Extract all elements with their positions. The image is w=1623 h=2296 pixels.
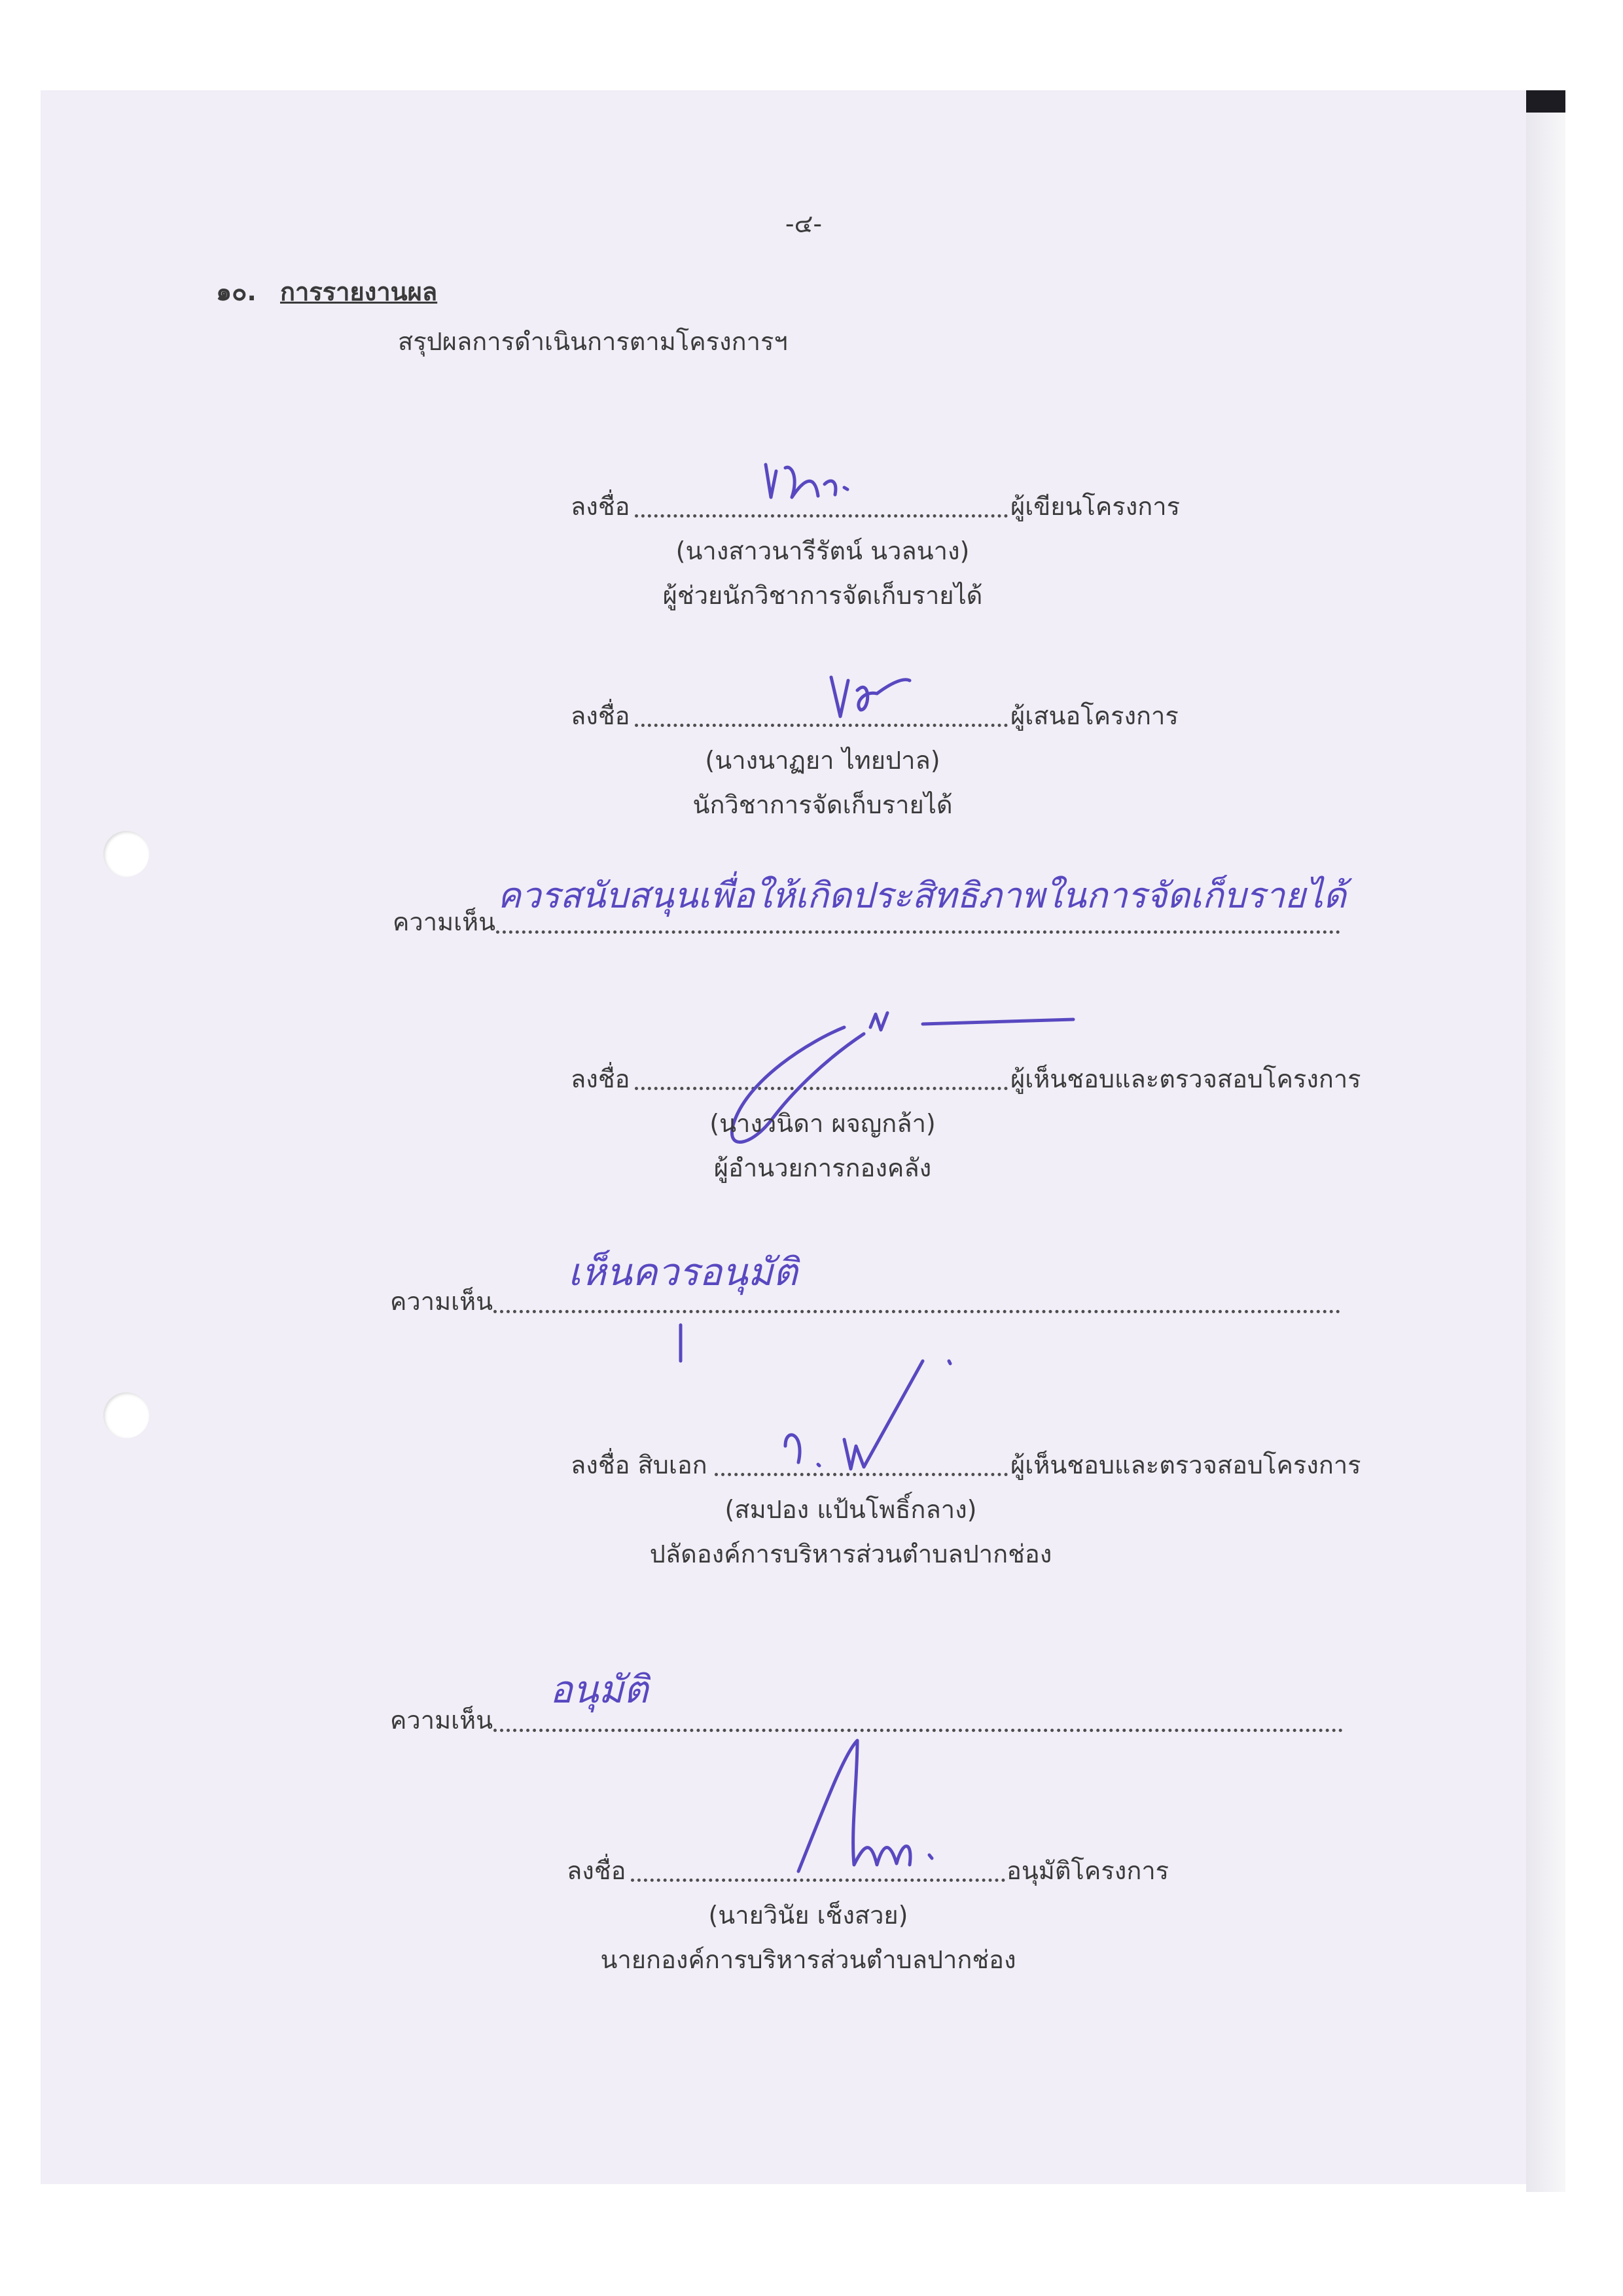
handwritten-signature: [772, 1727, 969, 1891]
signer-position: ผู้อำนวยการกองคลัง: [713, 1154, 932, 1182]
sign-label: ลงชื่อ สิบเอก: [571, 1451, 707, 1479]
opinion-label: ความเห็น: [390, 1706, 493, 1735]
scan-border: [1526, 90, 1565, 113]
signer-role: ผู้เขียนโครงการ: [1010, 492, 1181, 521]
punch-hole-bottom: [103, 1392, 149, 1438]
signer-position: ปลัดองค์การบริหารส่วนตำบลปากช่อง: [649, 1540, 1052, 1568]
signer-role: ผู้เห็นชอบและตรวจสอบโครงการ: [1010, 1065, 1361, 1093]
sign-label: ลงชื่อ: [567, 1856, 626, 1885]
signer-name: (นางสาวนารีรัตน์ นวลนาง): [675, 537, 970, 565]
signer-name: (นายวินัย เช็งสวย): [708, 1901, 908, 1930]
opinion-line: [496, 930, 1340, 934]
signer-position: นายกองค์การบริหารส่วนตำบลปากช่อง: [600, 1945, 1016, 1974]
handwritten-signature: [753, 451, 870, 523]
opinion-label: ความเห็น: [390, 1287, 493, 1316]
section-number: ๑๐.: [216, 277, 257, 306]
punch-hole-top: [103, 831, 149, 877]
opinion-line: [493, 1310, 1340, 1313]
signer-position: ผู้ช่วยนักวิชาการจัดเก็บรายได้: [662, 581, 983, 610]
signer-name: (นางวนิดา ผจญกล้า): [709, 1109, 936, 1138]
handwritten-signature: [772, 1348, 969, 1485]
signer-role: ผู้เสนอโครงการ: [1010, 701, 1179, 730]
opinion-label: ความเห็น: [393, 908, 496, 936]
page-number: -๔-: [785, 209, 823, 238]
section-title: การรายงานผล: [280, 277, 438, 306]
sign-label: ลงชื่อ: [571, 1065, 630, 1093]
handwritten-opinion: เห็นควรอนุมัติ: [568, 1250, 798, 1294]
signer-role: อนุมัติโครงการ: [1007, 1856, 1169, 1885]
sign-label: ลงชื่อ: [571, 492, 630, 521]
handwritten-opinion: อนุมัติ: [550, 1667, 649, 1712]
signer-name: (สมปอง แป้นโพธิ์กลาง): [724, 1495, 977, 1524]
sign-label: ลงชื่อ: [571, 701, 630, 730]
signer-position: นักวิชาการจัดเก็บรายได้: [692, 790, 953, 819]
signer-role: ผู้เห็นชอบและตรวจสอบโครงการ: [1010, 1451, 1361, 1479]
handwritten-signature: [825, 664, 929, 730]
signature-line: [635, 724, 1008, 727]
paper-edge: [1526, 98, 1565, 2192]
handwritten-mark: [674, 1322, 687, 1368]
handwritten-opinion: ควรสนับสนุนเพื่อให้เกิดประสิทธิภาพในการจัดเก็บรายได้: [497, 875, 1347, 916]
signer-name: (นางนาฏยา ไทยปาล): [705, 746, 940, 775]
section-summary: สรุปผลการดำเนินการตามโครงการฯ: [398, 327, 788, 356]
